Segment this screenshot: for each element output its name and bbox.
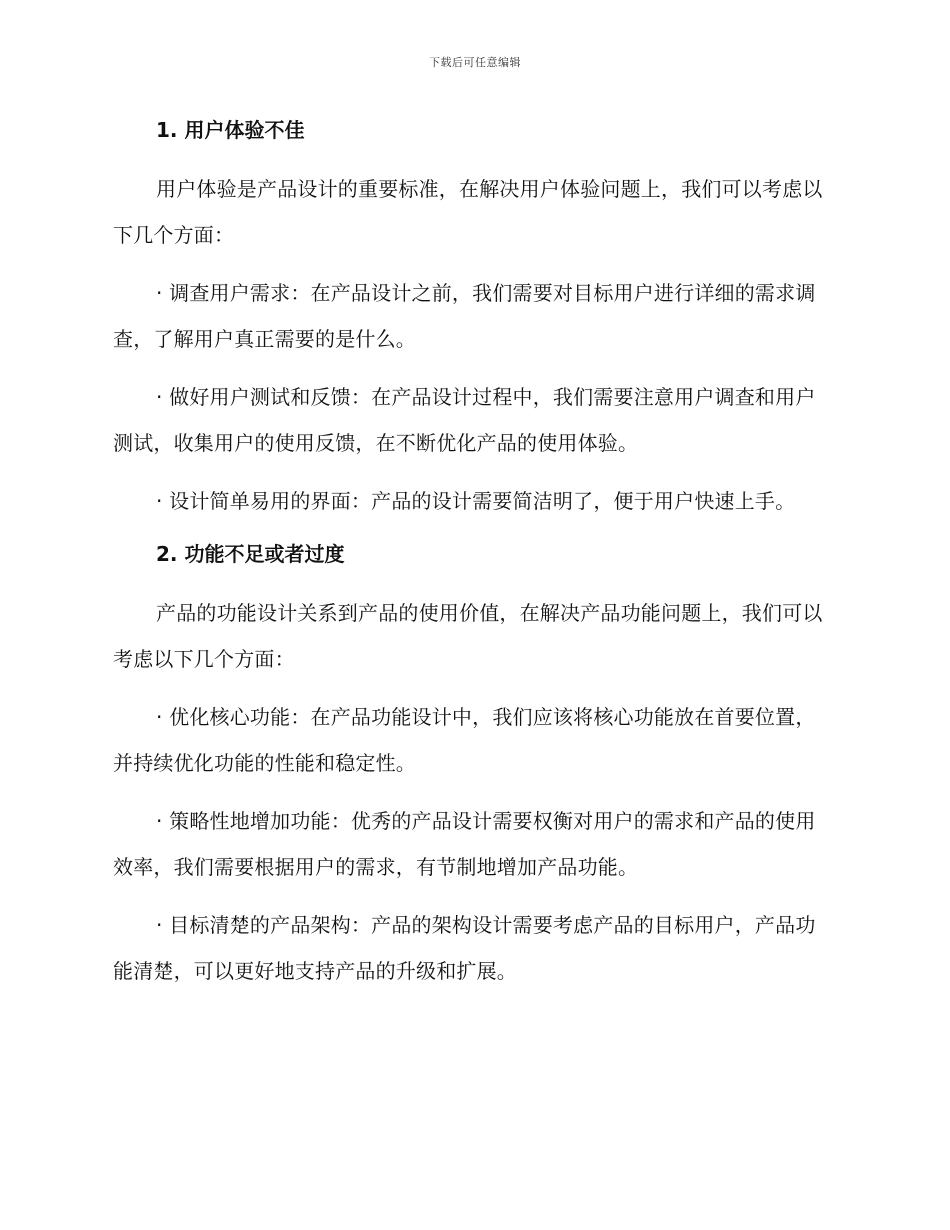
bullet-item: · 做好用户测试和反馈：在产品设计过程中，我们需要注意用户调查和用户测试，收集用户的使用反馈，在不断优化产品的使用体验。 — [113, 385, 816, 455]
section-intro-1: 用户体验是产品设计的重要标准，在解决用户体验问题上，我们可以考虑以下几个方面： — [113, 177, 823, 247]
bullet-item: · 优化核心功能：在产品功能设计中，我们应该将核心功能放在首要位置，并持续优化功能的性能和稳定性。 — [113, 705, 816, 775]
bullet-item: · 调查用户需求：在产品设计之前，我们需要对目标用户进行详细的需求调查，了解用户真正需要的是什么。 — [113, 281, 816, 351]
section-heading-1: 1. 用户体验不佳 — [156, 118, 305, 142]
header-note: 下载后可任意编辑 — [429, 56, 521, 69]
section-intro-2: 产品的功能设计关系到产品的使用价值，在解决产品功能问题上，我们可以考虑以下几个方面： — [113, 601, 823, 671]
bullet-item: · 设计简单易用的界面：产品的设计需要简洁明了，便于用户快速上手。 — [156, 489, 796, 513]
document-body — [113, 112, 833, 1006]
bullet-item: · 策略性地增加功能：优秀的产品设计需要权衡对用户的需求和产品的使用效率，我们需要根据用户的需求，有节制地增加产品功能。 — [113, 809, 816, 879]
section-heading-2: 2. 功能不足或者过度 — [156, 542, 345, 566]
bullet-item: · 目标清楚的产品架构：产品的架构设计需要考虑产品的目标用户，产品功能清楚，可以更好地支持产品的升级和扩展。 — [113, 913, 816, 983]
